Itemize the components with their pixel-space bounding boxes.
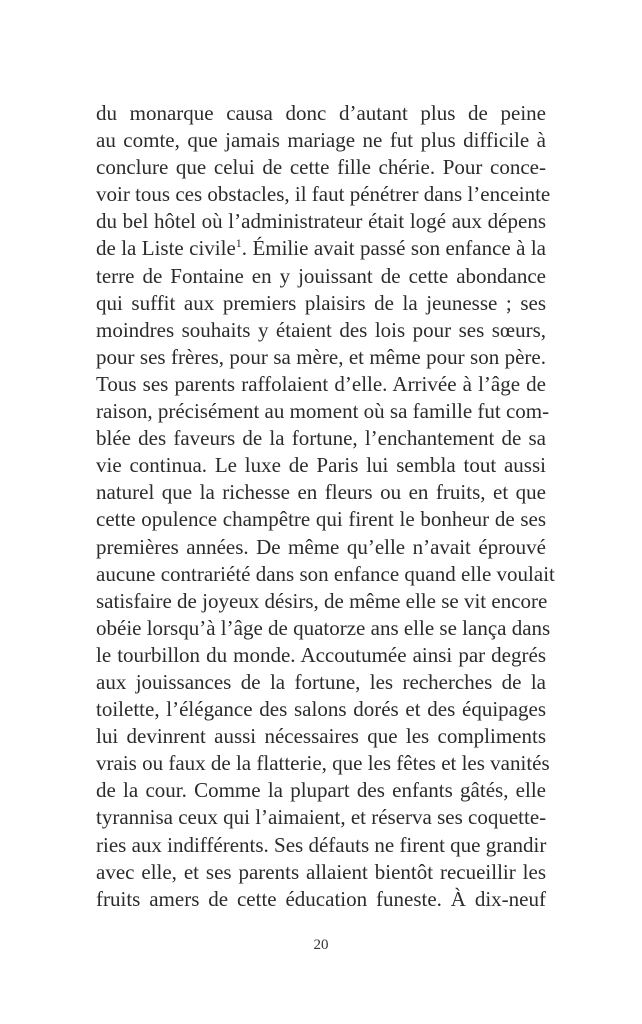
text-line: premières années. De même qu’elle n’avait éprouvé [96, 534, 546, 559]
text-line: terre de Fontaine en y jouissant de cette abondance [96, 263, 546, 288]
text-line: conclure que celui de cette fille chérie. Pour conce- [96, 155, 546, 180]
text-line: lui devinrent aussi nécessaires que les compliments [96, 724, 546, 749]
text-line: qui suffit aux premiers plaisirs de la jeunesse ; ses [96, 290, 546, 315]
text-line: obéie lorsqu’à l’âge de quatorze ans elle se lança dans [96, 615, 551, 640]
text-line: fruits amers de cette éducation funeste. À dix-neuf [96, 886, 546, 911]
text-line: Tous ses parents raffolaient d’elle. Arrivée à l’âge de [96, 371, 546, 396]
text-line: voir tous ces obstacles, il faut pénétrer dans l’enceinte [96, 182, 551, 207]
text-segment: de la Liste civile [96, 236, 236, 261]
text-line: toilette, l’élégance des salons dorés et des équipages [96, 697, 546, 722]
text-line: au comte, que jamais mariage ne fut plus difficile à [96, 128, 546, 153]
text-line: aux jouissances de la fortune, les recherches de la [96, 669, 546, 694]
body-text [96, 100, 555, 913]
text-line: du monarque causa donc d’autant plus de peine [96, 101, 546, 125]
text-segment: . Émilie avait passé son enfance à la [241, 236, 546, 261]
text-line: ries aux indifférents. Ses défauts ne firent que grandir [96, 832, 547, 857]
text-line: satisfaire de joyeux désirs, de même elle se vit encore [96, 588, 548, 613]
text-line: le tourbillon du monde. Accoutumée ainsi par degrés [96, 642, 546, 667]
text-line: aucune contrariété dans son enfance quand elle voulait [96, 561, 555, 586]
text-line: raison, précisément au moment où sa famille fut com- [96, 399, 550, 424]
text-line: pour ses frères, pour sa mère, et même pour son père. [96, 344, 546, 369]
text-line: de la cour. Comme la plupart des enfants gâtés, elle [96, 778, 546, 803]
text-line: blée des faveurs de la fortune, l’enchantement de sa [96, 426, 546, 451]
text-line: tyrannisa ceux qui l’aimaient, et réserva ses coquette- [96, 805, 547, 830]
text-line: vie continua. Le luxe de Paris lui sembla tout aussi [96, 453, 546, 478]
text-line: naturel que la richesse en fleurs ou en fruits, et que [96, 480, 546, 505]
text-line-with-footnote [96, 235, 546, 262]
text-line: vrais ou faux de la flatterie, que les fêtes et les vanités [96, 751, 550, 776]
footnote-reference[interactable]: 1 [235, 236, 242, 251]
text-line: du bel hôtel où l’administrateur était logé aux dépens [96, 209, 546, 234]
text-line: cette opulence champêtre qui firent le bonheur de ses [96, 507, 546, 532]
page-number: 20 [313, 937, 329, 953]
text-line: moindres souhaits y étaient des lois pour ses sœurs, [96, 317, 546, 342]
text-line: avec elle, et ses parents allaient bientôt recueillir les [96, 859, 546, 884]
